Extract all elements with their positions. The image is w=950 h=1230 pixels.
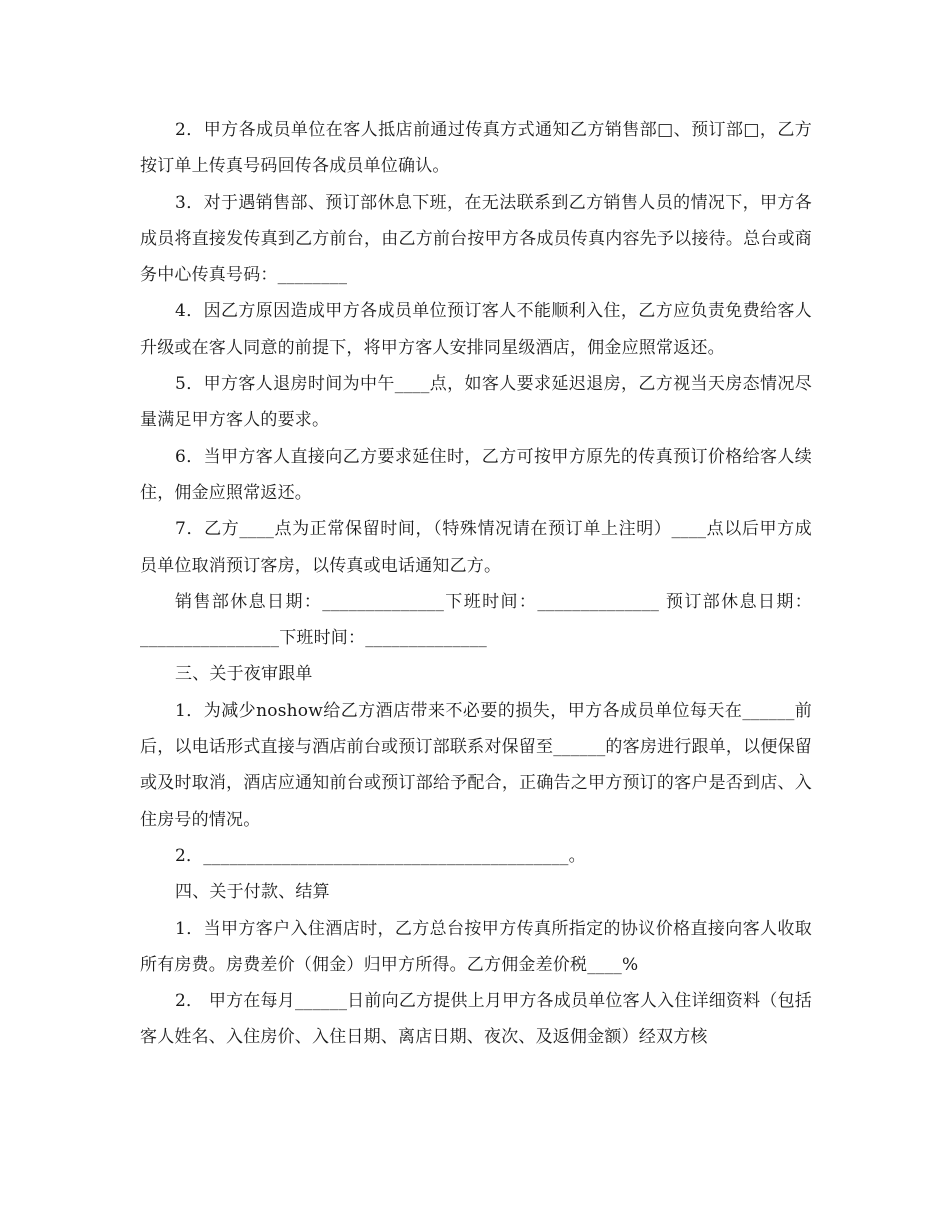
paragraph-payment-1: 1．当甲方客户入住酒店时，乙方总台按甲方传真所指定的协议价格直接向客人收取所有房费。房费差价（佣金）归甲方所得。乙方佣金差价税____% [140,918,812,975]
section-heading-payment-settlement: 四、关于付款、结算 [175,882,330,903]
paragraph-rest-days: 销售部休息日期：______________下班时间：______________ 预订部休息日期：________________下班时间：______________ [140,591,812,649]
paragraph-clause-4-upgrade: 4．因乙方原因造成甲方各成员单位预订客人不能顺利入住，乙方应负责免费给客人升级或在客人同意的前提下，将甲方客人安排同星级酒店，佣金应照常返还。 [140,301,812,358]
paragraph-payment-2: 2． 甲方在每月______日前向乙方提供上月甲方各成员单位客人入住详细资料（包括客人姓名、入住房价、入住日期、离店日期、夜次、及返佣金额）经双方核 [140,991,812,1048]
document-page [140,112,812,1056]
paragraph-night-audit-2: 2．__________________________________________。 [175,845,586,866]
paragraph-clause-5-checkout-time: 5．甲方客人退房时间为中午____点，如客人要求延迟退房，乙方视当天房态情况尽量满足甲方客人的要求。 [140,374,812,431]
paragraph-clause-2-fax-notice: 2．甲方各成员单位在客人抵店前通过传真方式通知乙方销售部□、预订部□，乙方按订单上传真号码回传各成员单位确认。 [140,120,812,177]
section-heading-night-audit: 三、关于夜审跟单 [175,664,313,685]
paragraph-clause-7-reservation-hold: 7．乙方____点为正常保留时间，（特殊情况请在预订单上注明）____点以后甲方成员单位取消预订客房，以传真或电话通知乙方。 [140,519,812,576]
paragraph-clause-6-extension: 6．当甲方客人直接向乙方要求延住时，乙方可按甲方原先的传真预订价格给客人续住，佣金应照常返还。 [140,446,812,503]
paragraph-night-audit-1: 1．为减少noshow给乙方酒店带来不必要的损失，甲方各成员单位每天在______前后，以电话形式直接与酒店前台或预订部联系对保留至______的客房进行跟单，以便保留或及时取消，酒店应通知前台或预订部给予配合，正确告之甲方预订的客户是否到店、入住房号的情况。 [140,700,812,830]
paragraph-clause-3-front-desk-fax: 3．对于遇销售部、预订部休息下班，在无法联系到乙方销售人员的情况下，甲方各成员将直接发传真到乙方前台，由乙方前台按甲方各成员传真内容先予以接待。总台或商务中心传真号码：________ [140,192,812,286]
